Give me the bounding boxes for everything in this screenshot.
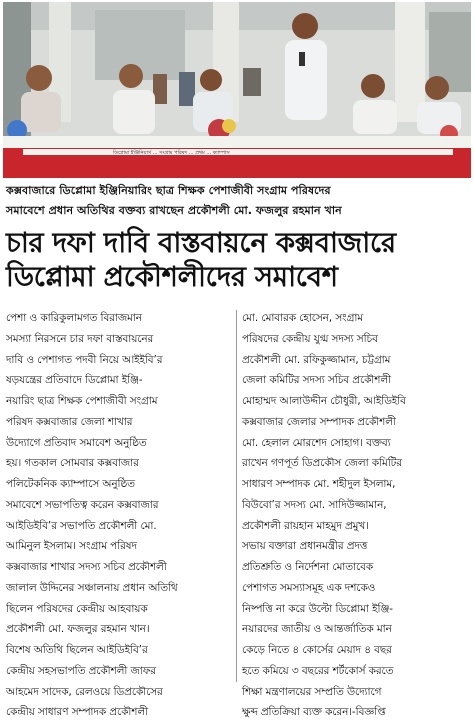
body-column-1: পেশা ও কারিকুলামগত বিরাজমান সমস্যা নিরসনে চার দফা বাস্তবায়নের দাবি ও পেশাগত পদবী নিয়ে আইইবি’র ষড়যন্ত্রের প্রতিবাদে ডিপ্লোমা ইঞ্জি- নয়ারিং ছাত্র শিক্ষক পেশাজীবী সংগ্রাম পরিষদ কক্সবাজার জেলা শাখার উদ্যোগে প্রতিবাদ সমাবেশ অনুষ্ঠিত হয়। গতকাল সোমবার কক্সবাজার পলিটেকনিক ক্যাম্পাসে অনুষ্ঠিত সমাবেশে সভাপতিত্ব করেন কক্সবাজার আইডিইবি’র সভাপতি প্রকৌশলী মো. আমিনুল ইসলাম। সংগ্রাম পরিষদ কক্সবাজার শাখার সদস্য সচিব প্রকৌশলী জালাল উদ্দিনের সঞ্চালনায় প্রধান অতিথি ছিলেন পরিষদের কেন্দ্রীয় আহবায়ক প্রকৌশলী মো. ফজলুর রহমান খান। বিশেষ অতিথি ছিলেন আইডিইবি’র কেন্দ্রীয় সহসভাপতি প্রকৌশলী জাফর আহমেদ সাদেক, রেলওয়ে ডিপ্রকৌসের কেন্দ্রীয় সাধারণ সম্পাদক প্রকৌশলী (6, 312, 178, 719)
column-divider (236, 310, 237, 682)
body-column-2: মো. মোবারক হোসেন, সংগ্রাম পরিষদের কেন্দ্রীয় যুগ্ম সদস্য সচিব প্রকৌশলী মো. রফিকুজ্জামান, চট্টগ্রাম জেলা কমিটির সদস্য সচিব প্রকৌশলী মোহাম্মদ আলাউদ্দীন চৌধুরী, আইডিইবি কক্সবাজার জেলার সম্পাদক প্রকৌশলী মো. হেলাল মোরশেদ সোহাগ। বক্তব্য রাখেন গণপূর্ত ডিপ্রকৌস জেলা কমিটির সাধারণ সম্পাদক মো. শহীদুল ইসলাম, বিউবো’র সদস্য মো. সাদিউজ্জামান, প্রকৌশলী রায়হান মাহমুদ প্রমুখ। সভায় বক্তারা প্রধানমন্ত্রীর প্রদত্ত প্রতিশ্রুতি ও নির্দেশনা মোতাবেক পেশাগত সমস্যাসমূহ এক দশকেও নিষ্পত্তি না করে উল্টো ডিপ্লোমা ইঞ্জি- নয়ারদের জাতীয় ও আন্তর্জাতিক মান কেড়ে নিতে ৪ কোর্সের মেয়াদ ৪ বছর হতে কমিয়ে ৩ বছরের শর্টকোর্স করতে শিক্ষা মন্ত্রণালয়ের সম্প্রতি উদ্যোগে ক্ষুব্দ প্রতিক্রিয়া ব্যক্ত করেন।-বিজ্ঞপ্তি (242, 312, 406, 719)
headline: চার দফা দাবি বাস্তবায়নে কক্সবাজারে ডিপ্লোমা প্রকৌশলীদের সমাবেশ (6, 227, 396, 293)
photo-caption: কক্সবাজারে ডিপ্লোমা ইঞ্জিনিয়ারিং ছাত্র শিক্ষক পেশাজীবী সংগ্রাম পরিষদের সমাবেশে প্রধান অতিথির বক্তব্য রাখছেন প্রকৌশলী মো. ফজলুর রহমান খান (6, 184, 342, 217)
meeting-photo-illustration (3, 2, 471, 178)
banner-text: ডিপ্লোমা ইঞ্জিনিয়ার্স ... সংগ্রাম পরিষদ ... প্রথম ... ক্যাম্পাস (113, 150, 230, 156)
news-photo (3, 2, 471, 178)
